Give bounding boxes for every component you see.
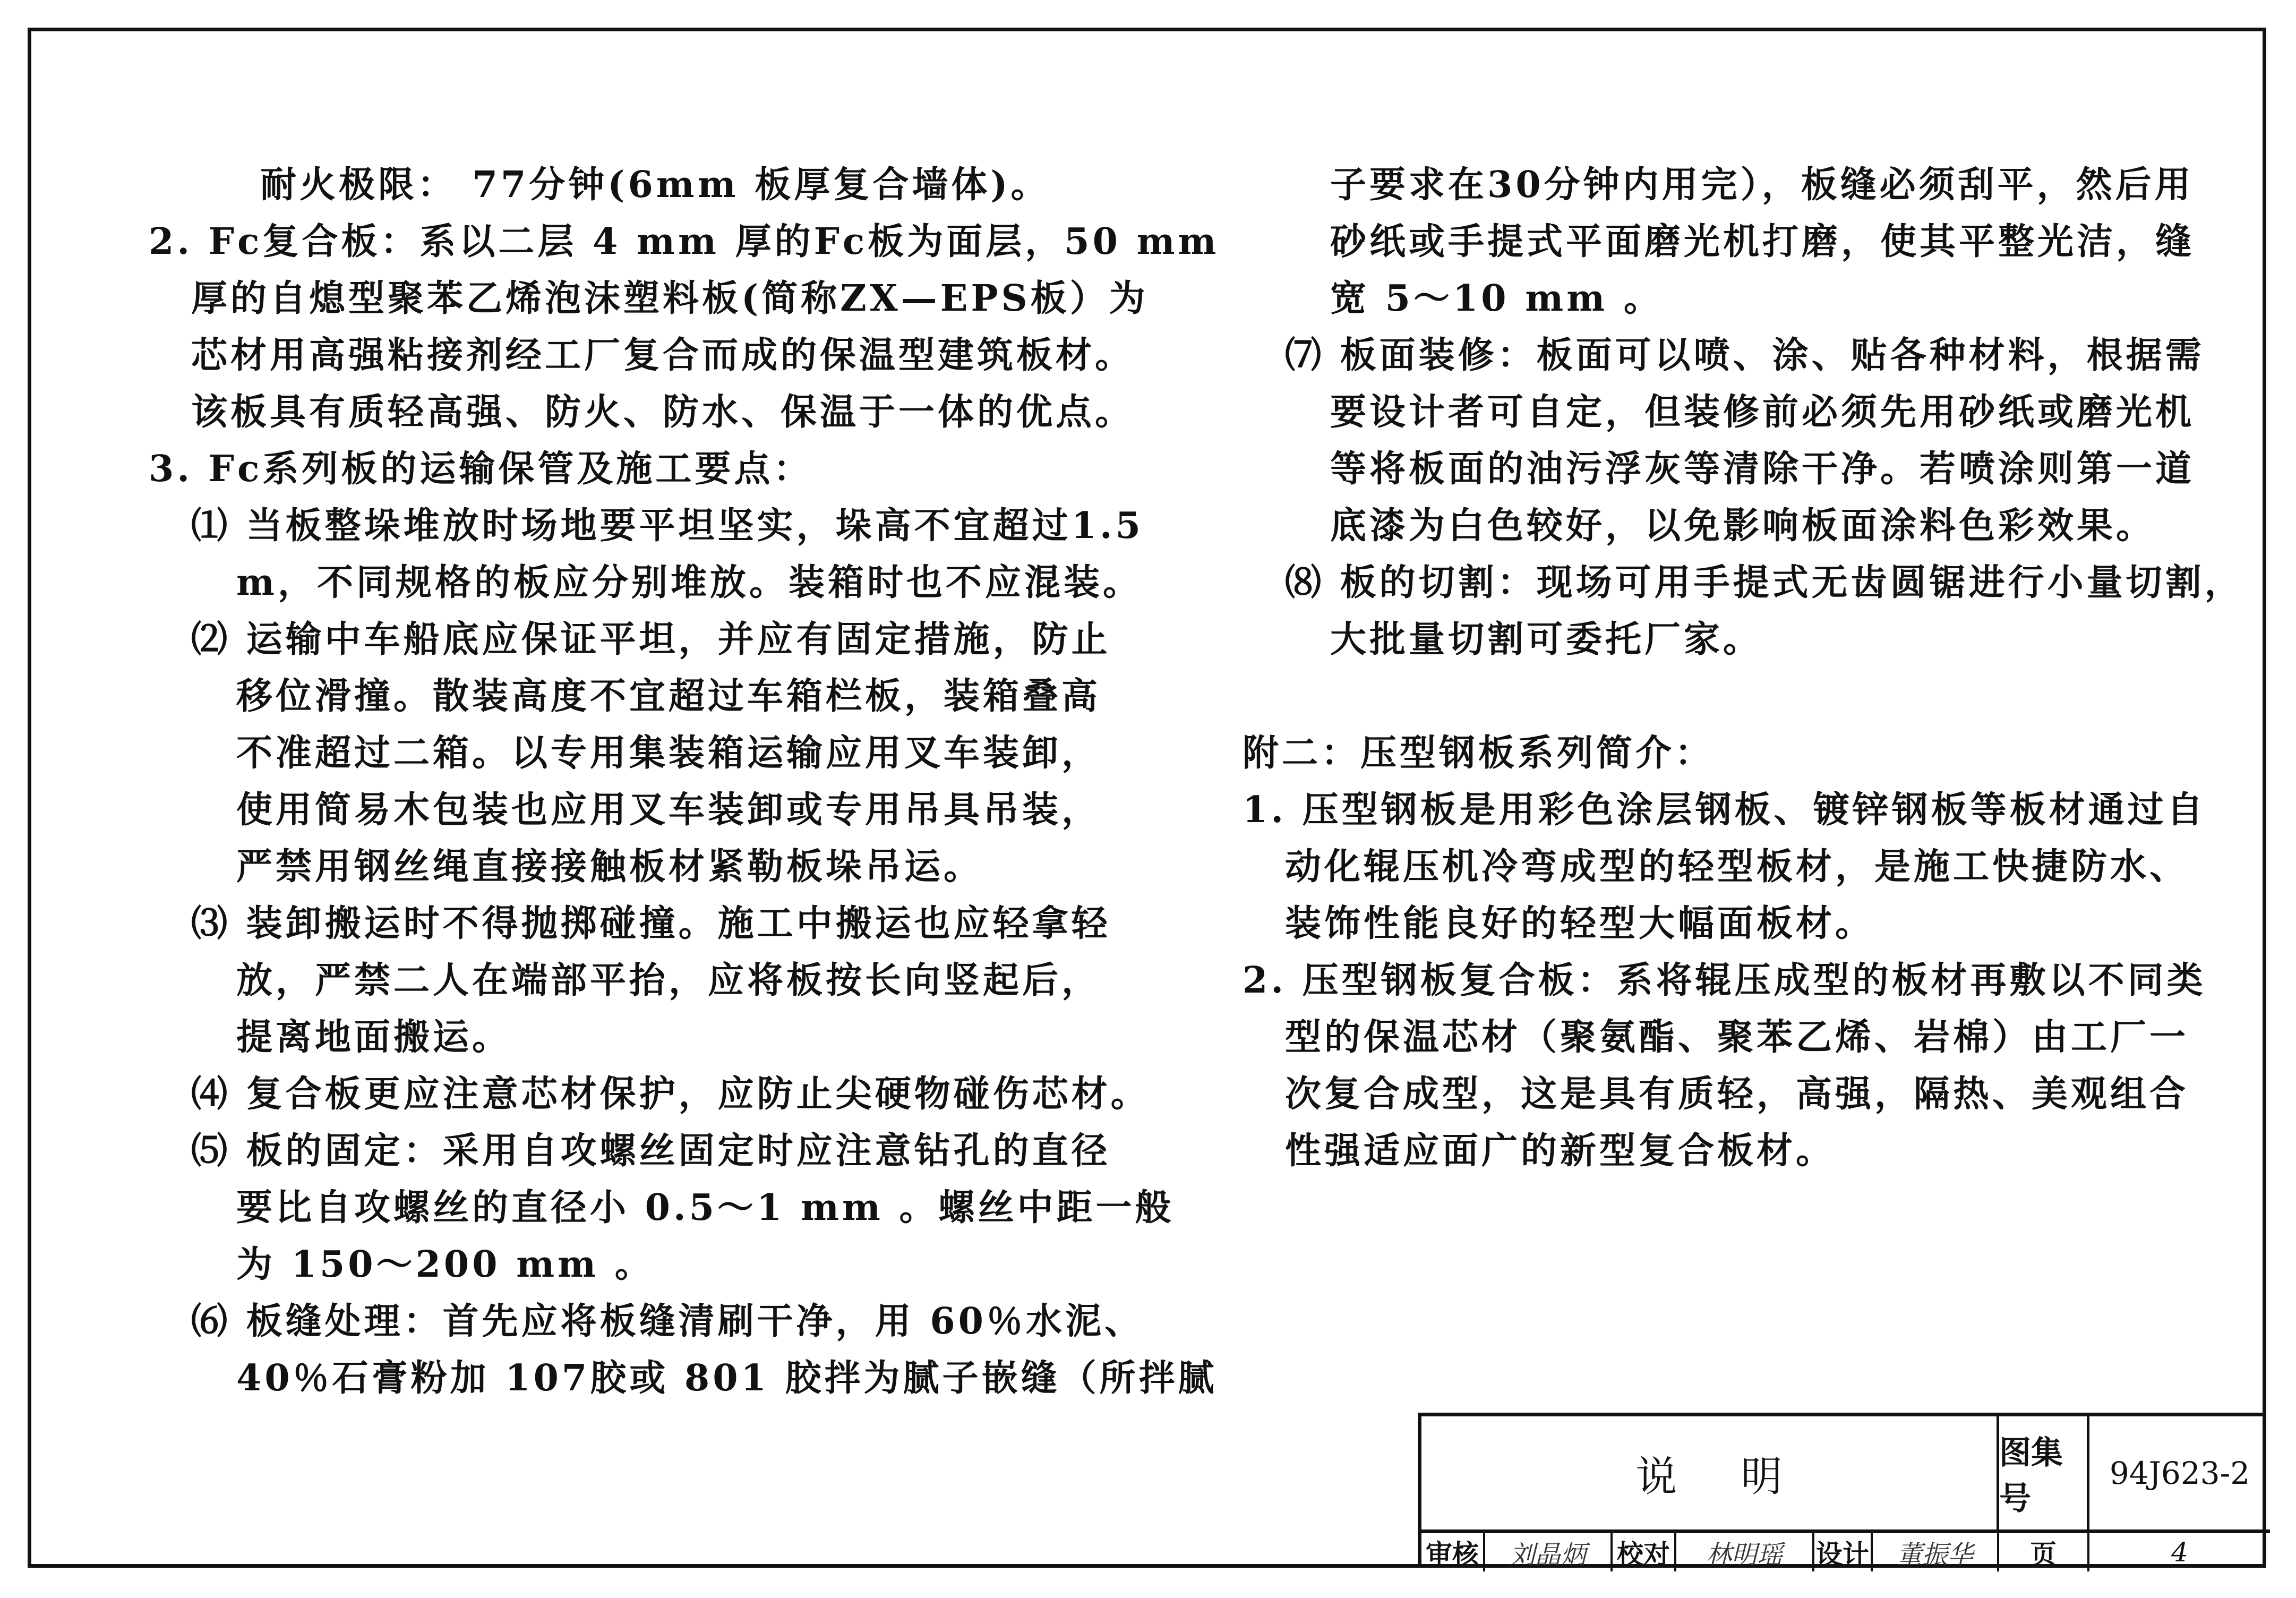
text-line: ⑺ 板面装修：板面可以喷、涂、贴各种材料，根据需	[1285, 334, 2205, 377]
text-line: ⑴ 当板整垛堆放时场地要平坦坚实，垛高不宜超过1.5	[191, 505, 1144, 547]
text-line: 严禁用钢丝绳直接接触板材紧勒板垛吊运。	[236, 845, 983, 888]
text-line: ⑶ 装卸搬运时不得抛掷碰撞。施工中搬运也应轻拿轻	[191, 902, 1111, 945]
atlas-number: 94J623-2	[2089, 1416, 2270, 1533]
text-line: 动化辊压机冷弯成型的轻型板材，是施工快捷防水、	[1285, 845, 2189, 888]
text-line: 芯材用高强粘接剂经工厂复合而成的保温型建筑板材。	[191, 334, 1135, 377]
text-line: 不准超过二箱。以专用集装箱运输应用叉车装卸，	[236, 732, 1101, 774]
text-line: m，不同规格的板应分别堆放。装箱时也不应混装。	[236, 561, 1142, 604]
text-line: 性强适应面广的新型复合板材。	[1285, 1130, 1836, 1172]
text-line: 40％石膏粉加 107胶或 801 胶拌为腻子嵌缝（所拌腻	[236, 1357, 1218, 1399]
text-line: 附二：压型钢板系列简介：	[1243, 732, 1715, 774]
text-line: 底漆为白色较好，以免影响板面涂料色彩效果。	[1330, 505, 2156, 547]
text-line: 放，严禁二人在端部平抬，应将板按长向竖起后，	[236, 959, 1101, 1002]
text-line: ⑸ 板的固定：采用自攻螺丝固定时应注意钻孔的直径	[191, 1130, 1111, 1172]
left-text-column	[149, 157, 1220, 1407]
text-line: 耐火极限： 77分钟(6mm 板厚复合墙体)。	[260, 164, 1050, 206]
title-block	[1418, 1413, 2266, 1568]
check-label: 校对	[1613, 1533, 1676, 1571]
text-line: ⑷ 复合板更应注意芯材保护，应防止尖硬物碰伤芯材。	[191, 1073, 1150, 1115]
text-line: 要设计者可自定，但装修前必须先用砂纸或磨光机	[1330, 391, 2195, 433]
text-line: 2. 压型钢板复合板：系将辊压成型的板材再敷以不同类	[1243, 959, 2206, 1002]
right-text-column	[1243, 157, 2244, 1180]
page-number: 4	[2171, 1537, 2188, 1568]
atlas-number-label: 图集号	[1999, 1416, 2089, 1533]
text-line: 该板具有质轻高强、防火、防水、保温于一体的优点。	[191, 391, 1135, 433]
check-signature: 林明瑶	[1676, 1533, 1814, 1571]
blank-line	[1243, 668, 2177, 725]
page-label: 页	[1999, 1533, 2089, 1571]
text-line: ⑻ 板的切割：现场可用手提式无齿圆锯进行小量切割，	[1285, 561, 2244, 604]
text-line: 宽 5～10 mm 。	[1330, 277, 1663, 320]
text-line: 次复合成型，这是具有质轻，高强，隔热、美观组合	[1285, 1073, 2189, 1115]
text-line: ⑹ 板缝处理：首先应将板缝清刷干净，用 60％水泥、	[191, 1300, 1144, 1343]
design-label: 设计	[1814, 1533, 1873, 1571]
text-line: 提离地面搬运。	[236, 1016, 512, 1058]
text-line: 要比自攻螺丝的直径小 0.5～1 mm 。螺丝中距一般	[236, 1186, 1175, 1229]
text-line: 装饰性能良好的轻型大幅面板材。	[1285, 902, 1875, 945]
text-line: 砂纸或手提式平面磨光机打磨，使其平整光洁，缝	[1330, 220, 2195, 263]
text-line: 使用简易木包装也应用叉车装卸或专用吊具吊装，	[236, 789, 1101, 831]
text-line: 1. 压型钢板是用彩色涂层钢板、镀锌钢板等板材通过自	[1243, 789, 2206, 831]
text-line: 大批量切割可委托厂家。	[1330, 618, 1763, 661]
review-signature: 刘晶炳	[1485, 1533, 1613, 1571]
text-line: 厚的自熄型聚苯乙烯泡沫塑料板(简称ZX—EPS板）为	[191, 277, 1149, 320]
review-label: 审核	[1421, 1533, 1485, 1571]
text-line: 等将板面的油污浮灰等清除干净。若喷涂则第一道	[1330, 448, 2195, 490]
text-line: 移位滑撞。散装高度不宜超过车箱栏板，装箱叠高	[236, 675, 1101, 717]
drawing-title: 说明	[1421, 1416, 1999, 1533]
text-line: 子要求在30分钟内用完），板缝必须刮平，然后用	[1330, 164, 2194, 206]
text-line: 3. Fc系列板的运输保管及施工要点：	[149, 448, 813, 490]
text-line: 型的保温芯材（聚氨酯、聚苯乙烯、岩棉）由工厂一	[1285, 1016, 2189, 1058]
text-line: ⑵ 运输中车船底应保证平坦，并应有固定措施，防止	[191, 618, 1111, 661]
text-line: 2. Fc复合板：系以二层 4 mm 厚的Fc板为面层，50 mm	[149, 220, 1220, 263]
design-signature: 董振华	[1873, 1533, 1999, 1571]
text-line: 为 150～200 mm 。	[236, 1243, 654, 1286]
